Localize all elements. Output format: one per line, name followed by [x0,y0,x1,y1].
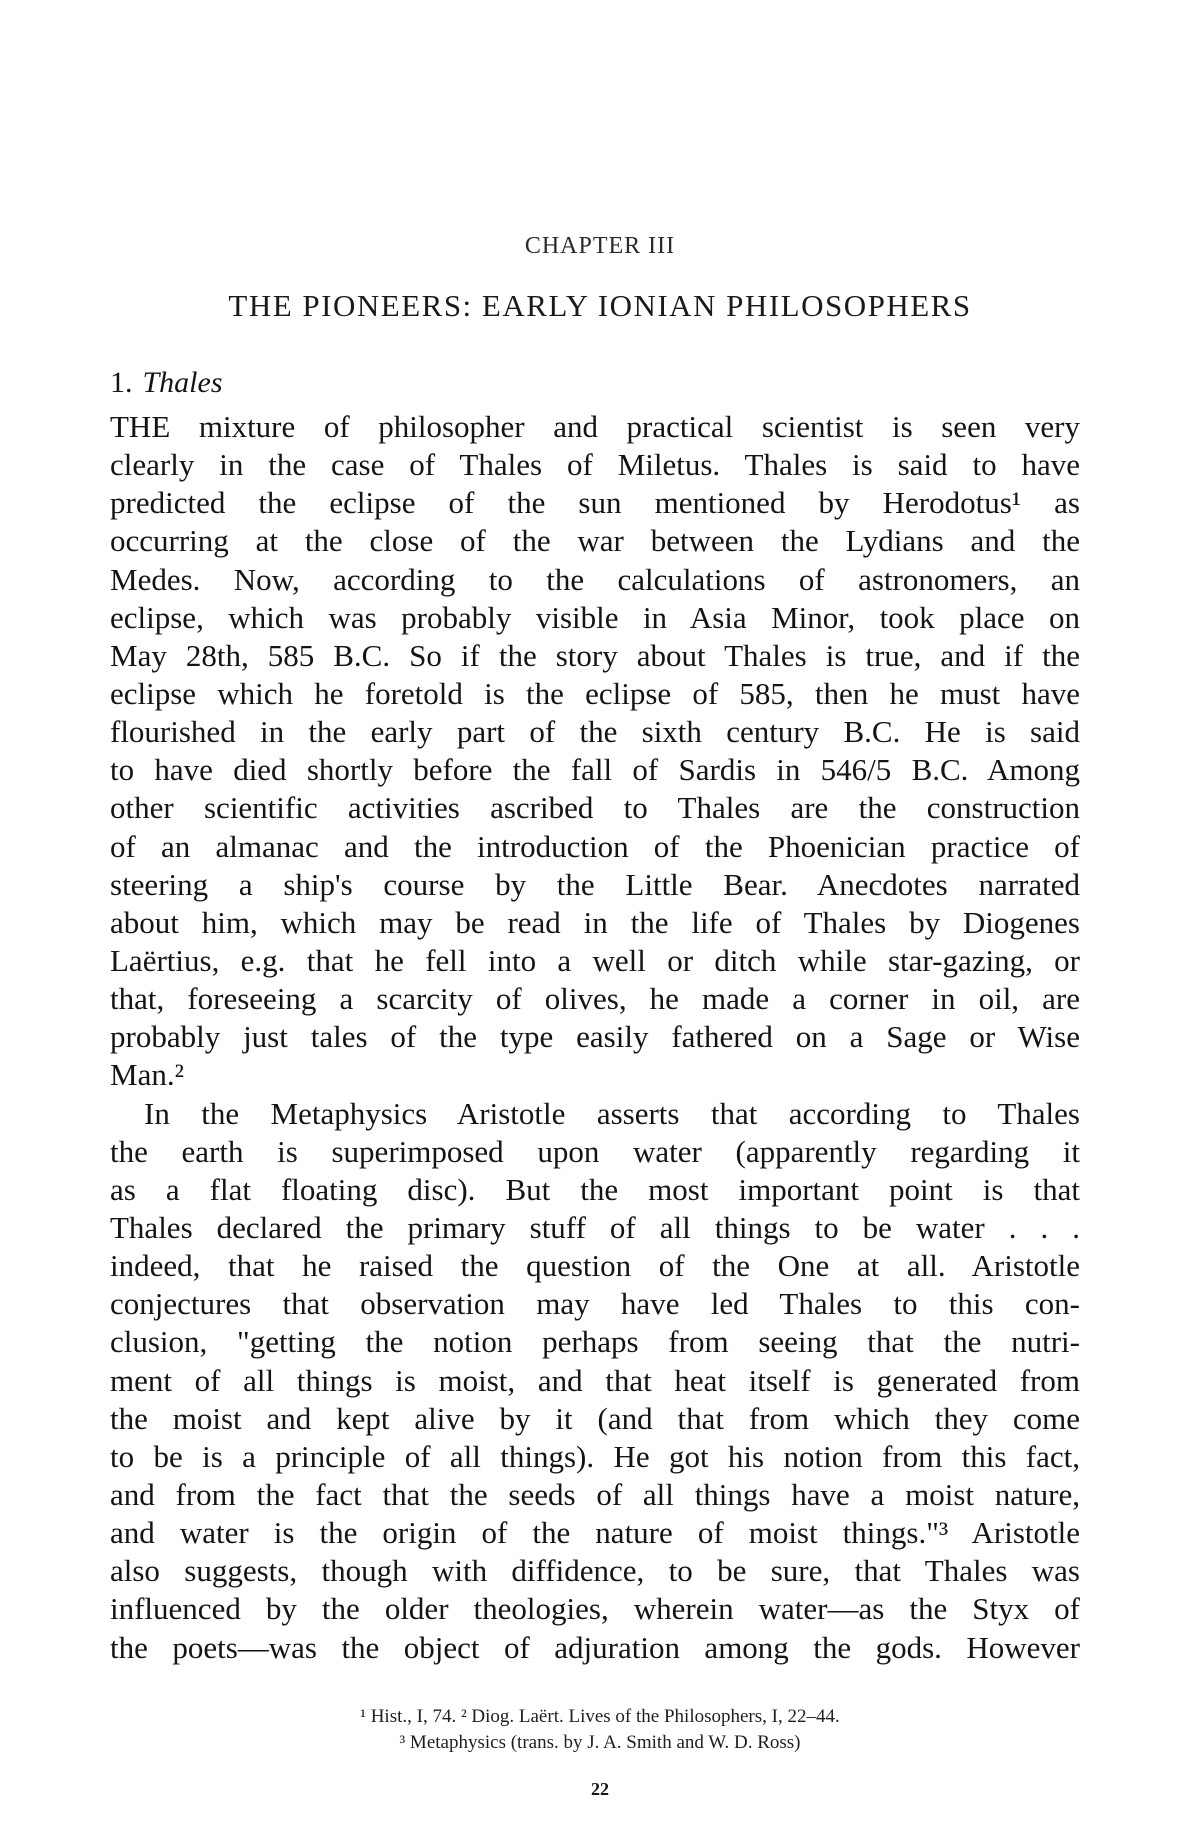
text-line: of an almanac and the introduction of the Phoenician practice of [110,828,1080,864]
text-line: THE mixture of philosopher and practical scientist is seen very [110,409,1080,444]
text-line: that, foreseeing a scarcity of olives, he made a corner in oil, are [110,981,1080,1017]
text-line: other scientific activities ascribed to Thales are the construction [110,790,1080,826]
section-name: Thales [142,366,223,399]
text-line: to be is a principle of all things). He got his notion from this fact, [110,1438,1080,1474]
footnote-line: ¹ Hist., I, 74. ² Diog. Laërt. Lives of the Philosophers, I, 22–44. [360,1706,840,1727]
text-line: In the Metaphysics Aristotle asserts that according to Thales [144,1095,1080,1131]
text-line: to have died shortly before the fall of Sardis in 546/5 B.C. Among [110,752,1080,788]
text-line: as a flat floating disc). But the most important point is that [110,1171,1080,1207]
text-line: the poets—was the object of adjuration among the gods. However [110,1629,1080,1665]
text-line: Thales declared the primary stuff of all things to be water . . . [110,1209,1080,1245]
text-line: eclipse, which was probably visible in Asia Minor, took place on [110,599,1080,635]
text-line: about him, which may be read in the life of Thales by Diogenes [110,904,1080,940]
text-line: also suggests, though with diffidence, to be sure, that Thales was [110,1553,1080,1589]
text-line: predicted the eclipse of the sun mentioned by Herodotus¹ as [110,485,1080,521]
text-line: conjectures that observation may have led Thales to this con- [110,1286,1080,1322]
footnotes [0,1704,1200,1756]
text-line: clusion, "getting the notion perhaps from seeing that the nutri- [110,1324,1080,1360]
text-line: Laërtius, e.g. that he fell into a well or ditch while star-gazing, or [110,942,1080,978]
text-line: the earth is superimposed upon water (apparently regarding it [110,1133,1080,1169]
body-text [110,408,1080,1667]
text-line: occurring at the close of the war between the Lydians and the [110,523,1080,559]
text-line: and from the fact that the seeds of all things have a moist nature, [110,1476,1080,1512]
chapter-title: THE PIONEERS: EARLY IONIAN PHILOSOPHERS [228,288,972,323]
text-line: and water is the origin of the nature of moist things."³ Aristotle [110,1515,1080,1551]
text-line: Medes. Now, according to the calculations of astronomers, an [110,561,1080,597]
text-line: May 28th, 585 B.C. So if the story about Thales is true, and if the [110,637,1080,673]
text-line: Man.² [110,1057,184,1093]
text-line: flourished in the early part of the sixth century B.C. He is said [110,714,1080,750]
text-line: clearly in the case of Thales of Miletus. Thales is said to have [110,447,1080,483]
text-line: influenced by the older theologies, wherein water—as the Styx of [110,1591,1080,1627]
text-line: the moist and kept alive by it (and that from which they come [110,1400,1080,1436]
footnote-line: ³ Metaphysics (trans. by J. A. Smith and W. D. Ross) [399,1732,801,1753]
chapter-number: CHAPTER III [524,233,676,259]
text-line: steering a ship's course by the Little Bear. Anecdotes narrated [110,866,1080,902]
page-number: 22 [591,1779,609,1799]
text-line: eclipse which he foretold is the eclipse of 585, then he must have [110,675,1080,711]
text-line: ment of all things is moist, and that heat itself is generated from [110,1362,1080,1398]
section-heading [110,366,223,400]
section-number: 1. [110,366,133,399]
text-line: probably just tales of the type easily fathered on a Sage or Wise [110,1019,1080,1055]
text-line: indeed, that he raised the question of the One at all. Aristotle [110,1248,1080,1284]
